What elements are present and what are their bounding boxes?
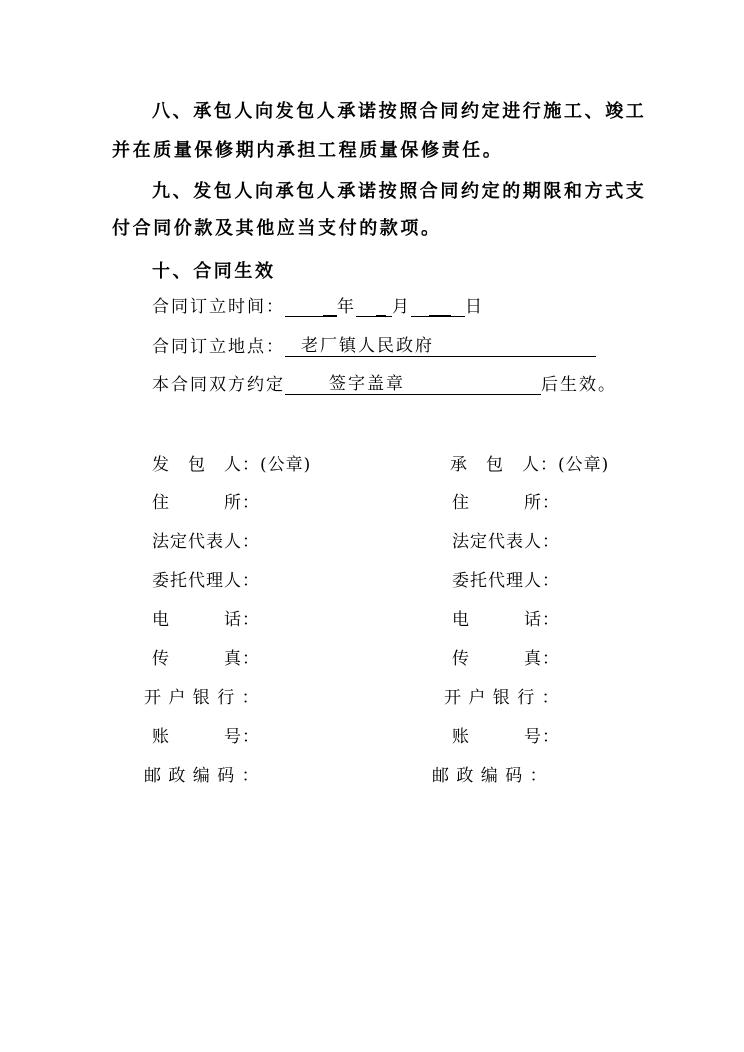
clause-9-line-2: 付合同价款及其他应当支付的款项。 [112,218,442,239]
employer-agent: 委托代理人： [152,571,260,591]
contractor-bank: 开 户 银 行 ： [444,688,560,708]
year-blank[interactable] [285,298,323,317]
clause-9-line-1: 九、发包人向承包人承诺按照合同约定的期限和方式支 [152,181,647,202]
contractor-legal-rep: 法定代表人： [452,532,560,552]
employer-address: 住 所： [152,493,260,513]
clause-10-title: 十、合同生效 [152,261,276,282]
contract-time-row [152,292,484,317]
effective-condition-label: 本合同双方约定 [152,375,285,395]
contractor-fax: 传 真： [452,649,560,669]
employer-account: 账 号： [152,727,260,747]
month-blank[interactable] [356,298,376,317]
clause-8-line-2: 并在质量保修期内承担工程质量保修责任。 [112,140,504,161]
year-label: 年 [337,297,356,317]
effective-condition-row [152,370,617,395]
contractor-phone: 电 话： [452,610,560,630]
contractor-postcode: 邮 政 编 码 ： [432,766,548,786]
contract-place-value[interactable]: 老厂镇人民政府 [285,336,596,357]
contractor-account: 账 号： [452,727,560,747]
contractor-address: 住 所： [452,493,560,513]
month-label: 月 [392,297,411,317]
effective-condition-suffix: 后生效。 [541,375,617,395]
employer-fax: 传 真： [152,649,260,669]
effective-condition-value[interactable]: 签字盖章 [285,374,541,395]
employer-party: 发 包 人：(公章) [152,455,312,475]
employer-phone: 电 话： [152,610,260,630]
employer-postcode: 邮 政 编 码 ： [144,766,260,786]
day-label: 日 [465,297,484,317]
employer-bank: 开 户 银 行 ： [144,688,260,708]
contract-place-label: 合同订立地点： [152,337,285,357]
employer-legal-rep: 法定代表人： [152,532,260,552]
contractor-party: 承 包 人：(公章) [450,455,610,475]
contractor-agent: 委托代理人： [452,571,560,591]
clause-8-line-1: 八、承包人向发包人承诺按照合同约定进行施工、竣工 [152,101,647,122]
contract-time-label: 合同订立时间： [152,297,285,317]
day-blank[interactable] [411,298,429,317]
contract-place-row [152,332,596,357]
